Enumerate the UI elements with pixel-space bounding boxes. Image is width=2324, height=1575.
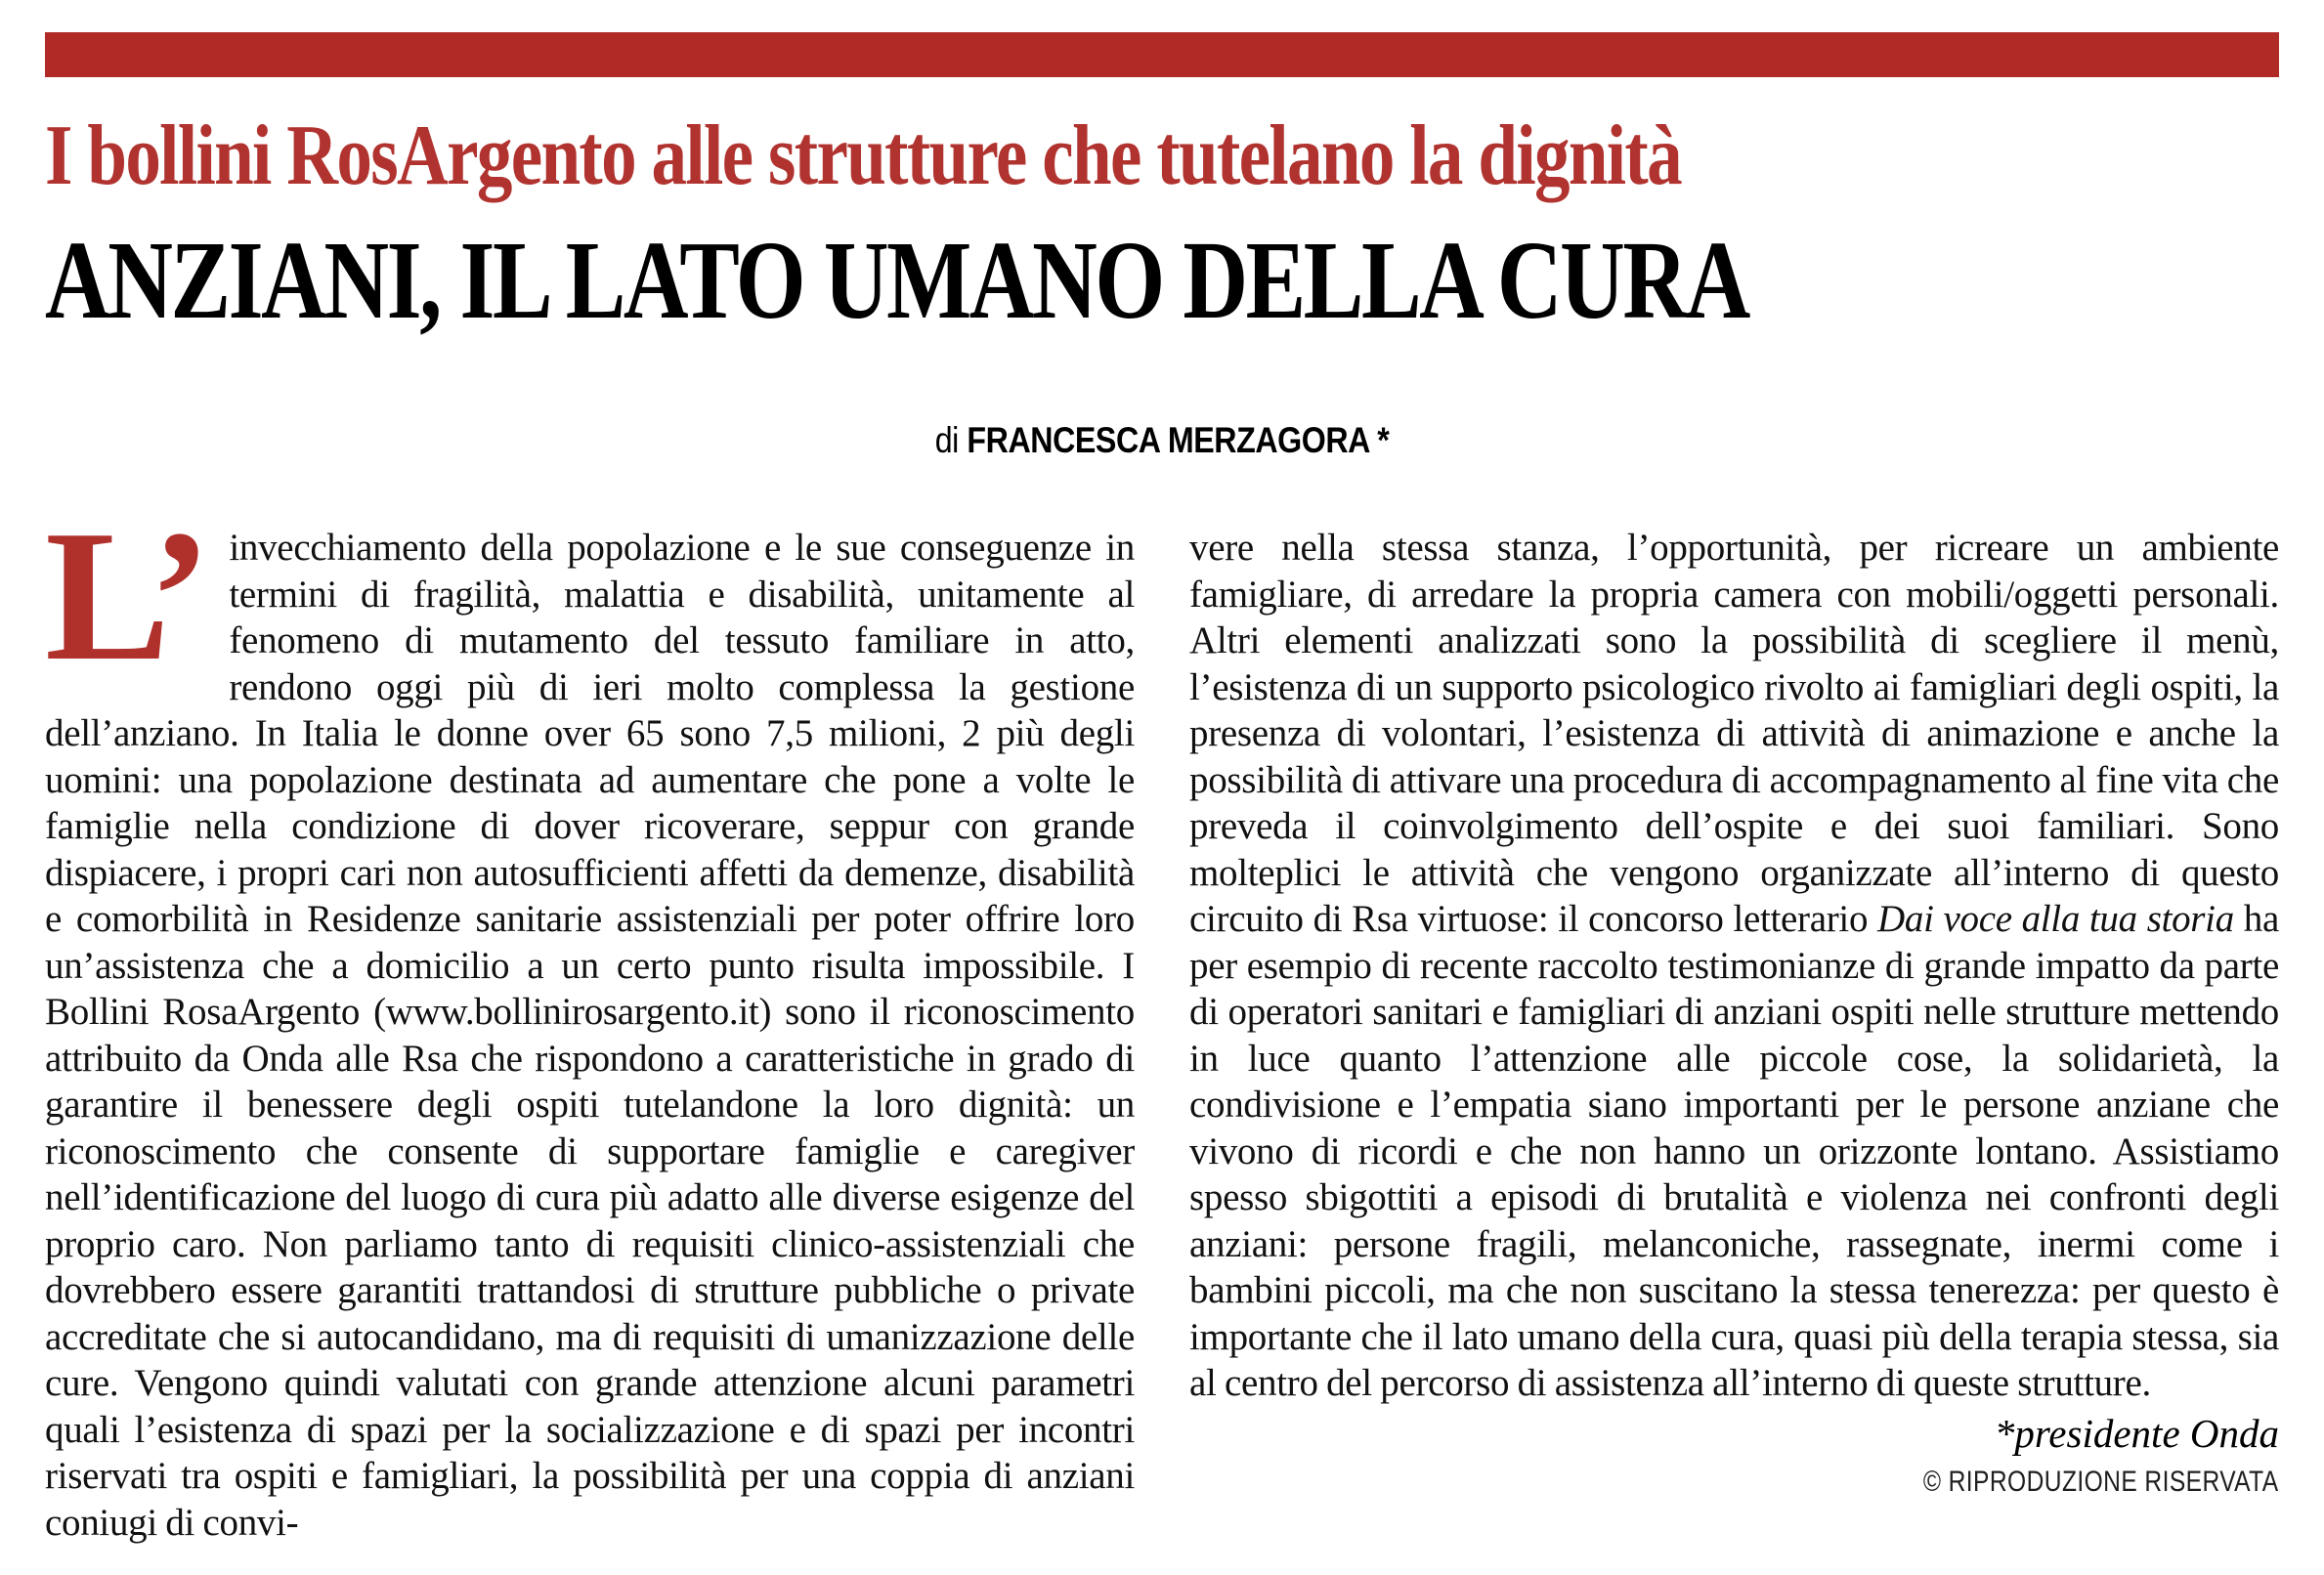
main-headline: ANZIANI, IL LATO UMANO DELLA CURA (45, 218, 1748, 342)
article-text-left: invecchiamento della popolazione e le sue conseguenze in termini di fragilità, malattia e disabilità, unitamente al fenomeno di mutamento del tessuto familiare in atto, rendono oggi più di ieri molto complessa la gestione dell’anziano. In Italia le donne over 65 sono 7,5 milioni, 2 più degli uomini: una popolazione destinata ad aumentare che pone a volte le famiglie nella condizione di dover ricoverare, seppur con grande dispiacere, i propri cari non autosufficienti affetti da demenze, disabilità e comorbilità in Residenze sanitarie assistenziali per poter offrire loro un’assistenza che a domicilio a un certo punto risulta impossibile. I Bollini RosaArgento (www.bollinirosargento.it) sono il riconoscimento attribuito da Onda alle Rsa che rispondono a caratteristiche in grado di garantire il benessere degli ospiti tutelandone la loro dignità: un riconoscimento che consente di supportare famiglie e caregiver nell’identificazione del luogo di cura più adatto alle diverse esigenze del proprio caro. Non parliamo tanto di requisiti clinico-assistenziali che dovrebbero essere garantiti trattandosi di strutture pubbliche o private accreditate che si autocandidano, ma di requisiti di umanizzazione delle cure. Vengono quindi valutati con grande attenzione alcuni parametri quali l’esistenza di spazi per la socializzazione e di spazi per incontri riservati tra ospiti e famigliari, la possibilità per una coppia di anziani coniugi di convi- (45, 527, 1135, 1544)
contest-title: Dai voce alla tua storia (1877, 898, 2234, 940)
byline (45, 419, 2279, 462)
byline-inner (935, 419, 1390, 462)
masthead-rule (45, 32, 2279, 77)
byline-prefix: di (934, 420, 968, 460)
byline-author: FRANCESCA MERZAGORA * (967, 420, 1390, 460)
article-text-right: vere nella stessa stanza, l’opportunità, per ricreare un ambiente famigliare, di arredare la propria camera con mobili/oggetti personali. Altri elementi analizzati sono la possibilità di scegliere il menù, l’esistenza di un supporto psicologico rivolto ai famigliari degli ospiti, la presenza di volontari, l’esistenza di attività di animazione e anche la possibilità di attivare una procedura di accompagnamento al fine vita che preveda il coinvolgimento dell’ospite e dei suoi familiari. Sono molteplici le attività che vengono organizzate all’interno di questo circuito di Rsa virtuose: il concorso letterario (1189, 527, 2279, 940)
kicker-row (45, 108, 2279, 203)
article-paragraph-right (1189, 525, 2279, 1407)
headline-row (45, 218, 2279, 342)
copyright-notice: © RIPRODUZIONE RISERVATA (1923, 1465, 2279, 1498)
article-text-right-cont: ha per esempio di recente raccolto testimonianze di grande impatto da parte di operatori sanitari e famigliari di anziani ospiti nelle strutture mettendo in luce quanto l’attenzione alle piccole cose, la solidarietà, la condivisione e l’empatia siano importanti per le persone anziane che vivono di ricordi e che non hanno un orizzonte lontano. Assistiamo spesso sbigottiti a episodi di brutalità e violenza nei confronti degli anziani: persone fragili, melanconiche, rassegnate, inermi come i bambini piccoli, ma che non suscitano la stessa tenerezza: per questo è importante che il lato umano della cura, quasi più della terapia stessa, sia al centro del percorso di assistenza all’interno di queste strutture. (1189, 898, 2279, 1404)
article-column-right (1189, 525, 2279, 1546)
article-body (45, 491, 2279, 1546)
author-signature: *presidente Onda (1994, 1410, 2279, 1456)
kicker-headline: I bollini RosArgento alle strutture che tutelano la dignità (45, 108, 1681, 203)
article-paragraph-left (45, 491, 1135, 1546)
article-column-left (45, 491, 1135, 1546)
article-page (0, 32, 2324, 1546)
copyright-row (1189, 1466, 2279, 1499)
drop-cap: L’ (45, 491, 208, 700)
